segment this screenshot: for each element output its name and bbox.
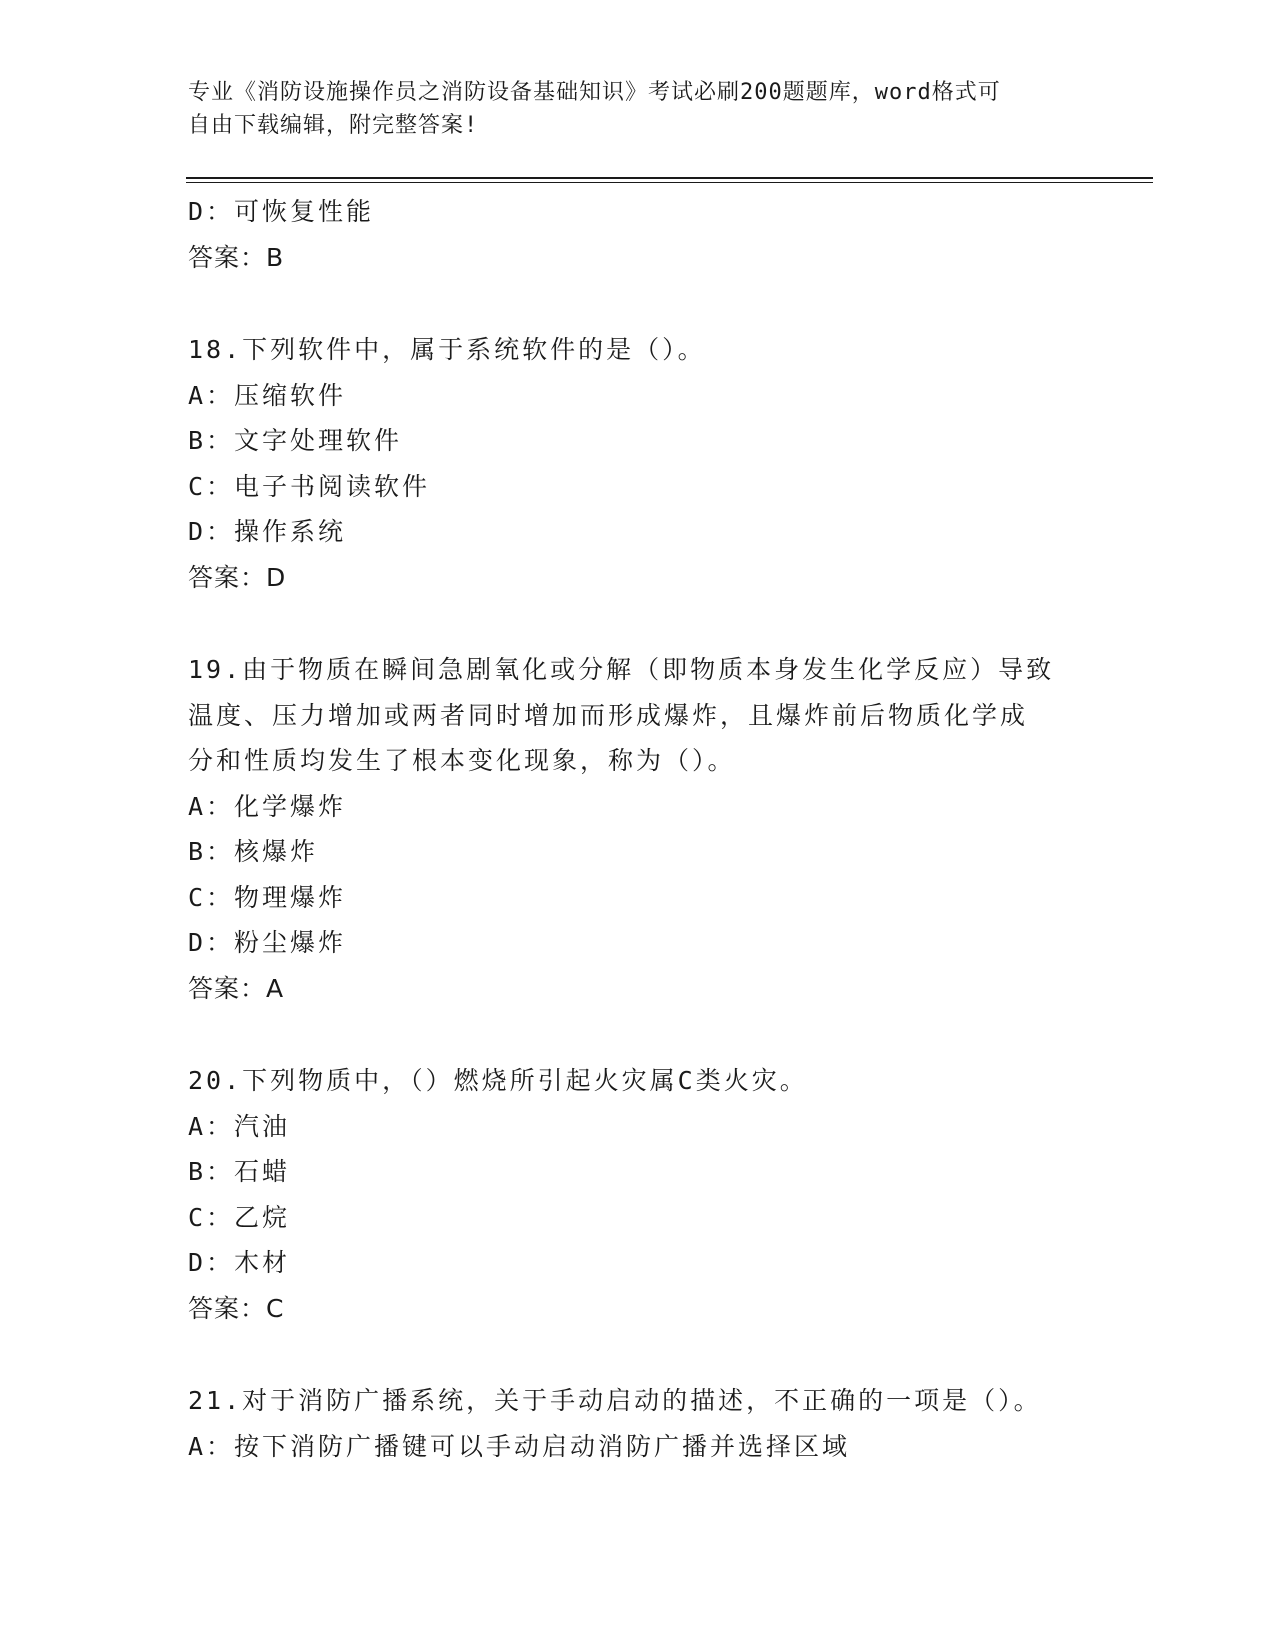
- question-stem: 20.下列物质中，（）燃烧所引起火灾属C类火灾。: [188, 1066, 808, 1095]
- question-stem-line-2: 温度、压力增加或两者同时增加而形成爆炸，且爆炸前后物质化学成: [188, 700, 1029, 730]
- header-line-1: 专业《消防设施操作员之消防设备基础知识》考试必刷200题题库，word格式可: [188, 80, 1001, 105]
- answer: 答案：D: [188, 562, 287, 592]
- option-c: C：乙烷: [188, 1202, 291, 1232]
- answer: 答案：A: [188, 973, 285, 1003]
- answer: 答案：C: [188, 1293, 285, 1323]
- question-stem-line-3: 分和性质均发生了根本变化现象，称为（）。: [188, 746, 736, 775]
- option-c: C：电子书阅读软件: [188, 471, 431, 501]
- header-line-2: 自由下载编辑，附完整答案!: [188, 113, 479, 138]
- header-divider-thick: [186, 177, 1153, 179]
- document-header: [188, 76, 1088, 142]
- question-stem-line-1: 19.由于物质在瞬间急剧氧化或分解（即物质本身发生化学反应）导致: [188, 655, 1055, 684]
- question-21: [188, 1378, 1088, 1469]
- answer: 答案：B: [188, 242, 285, 272]
- option-d: D：操作系统: [188, 517, 347, 546]
- question-stem: 21.对于消防广播系统，关于手动启动的描述，不正确的一项是（）。: [188, 1386, 1042, 1415]
- option-d: D：木材: [188, 1248, 291, 1277]
- option-b: B：石蜡: [188, 1157, 291, 1186]
- question-19: [188, 647, 1088, 1011]
- option-b: B：核爆炸: [188, 837, 319, 866]
- header-divider-thin: [186, 182, 1153, 183]
- option-a: A：按下消防广播键可以手动启动消防广播并选择区域: [188, 1431, 851, 1461]
- option-a: A：汽油: [188, 1111, 291, 1141]
- question-list: [188, 189, 1088, 1469]
- option-b: B：文字处理软件: [188, 426, 403, 455]
- question-20: [188, 1058, 1088, 1331]
- option-a: A：化学爆炸: [188, 791, 347, 821]
- option-d: D：可恢复性能: [188, 197, 375, 226]
- option-c: C：物理爆炸: [188, 882, 347, 912]
- question-stem: 18.下列软件中，属于系统软件的是（）。: [188, 335, 706, 364]
- option-a: A：压缩软件: [188, 380, 347, 410]
- question-18: [188, 327, 1088, 600]
- question-17-tail: [188, 189, 1088, 280]
- option-d: D：粉尘爆炸: [188, 928, 347, 957]
